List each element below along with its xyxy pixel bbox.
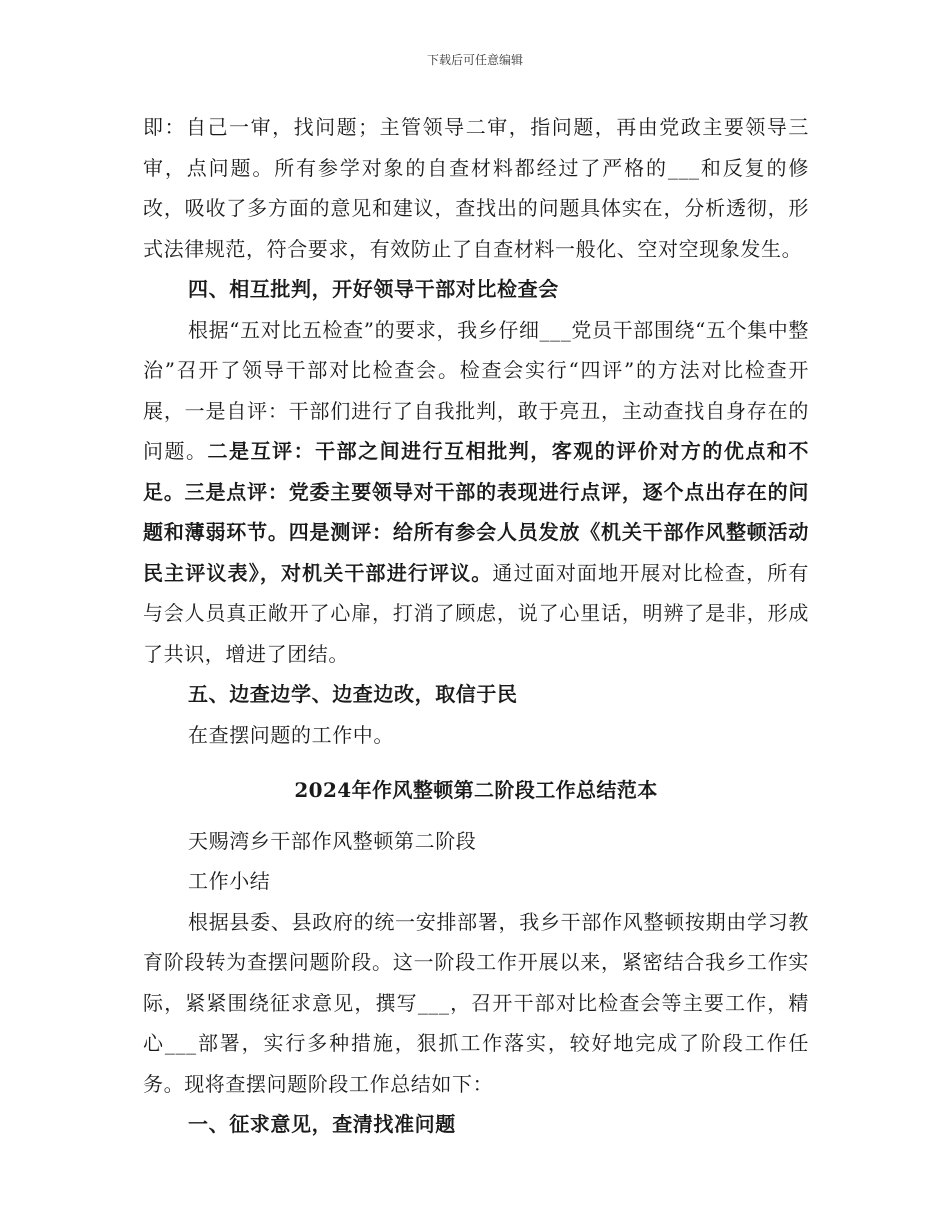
document-body: [143, 107, 809, 1145]
paragraph-comparison-meeting-start: 根据“五对比五检查”的要求，我乡仔细___党员干部围绕“五个集中整治”召开了领导干部对比检查会。检查会实行“四评”的方法对比检查开展，一是自评：干部们进行了自我批判，敢于亮丑，主动查找自身存在的问题。: [143, 317, 809, 463]
section-heading-1: 一、征求意见，查清找准问题: [188, 1112, 456, 1136]
section-heading-5: 五、边查边学、边查边改，取信于民: [188, 682, 518, 706]
header-note: 下载后可任意编辑: [426, 53, 523, 67]
paragraph-comparison-meeting-bold: 二是互评：干部之间进行互相批判，客观的评价对方的优点和不足。三是点评：党委主要领导对干部的表现进行点评，逐个点出存在的问题和薄弱环节。四是测评：给所有参会人员发放《机关干部作风整顿活动民主评议表》，对机关干部进行评议。: [143, 439, 809, 585]
paragraph-problem-review: 在查摆问题的工作中。: [188, 722, 394, 747]
paragraph-comparison-meeting: [143, 310, 809, 675]
subtitle-line-2: 工作小结: [188, 869, 271, 893]
paragraph-self-review: 即：自己一审，找问题；主管领导二审，指问题，再由党政主要领导三审，点问题。所有参学对象的自查材料都经过了严格的___和反复的修改，吸收了多方面的意见和建议，查找出的问题具体实在，分析透彻，形式法律规范，符合要求，有效防止了自查材料一般化、空对空现象发生。: [143, 115, 809, 261]
subtitle-line-1: 天赐湾乡干部作风整顿第二阶段: [188, 828, 477, 853]
paragraph-comparison-meeting-end: 通过面对面地开展对比检查，所有与会人员真正敞开了心扉，打消了顾虑，说了心里话，明辨了是非，形成了共识，增进了团结。: [143, 560, 810, 666]
paragraph-summary-intro: 根据县委、县政府的统一安排部署，我乡干部作风整顿按期由学习教育阶段转为查摆问题阶段。这一阶段工作开展以来，紧密结合我乡工作实际，紧紧围绕征求意见，撰写___，召开干部对比检查会等主要工作，精心___部署，实行多种措施，狠抓工作落实，较好地完成了阶段工作任务。现将查摆问题阶段工作总结如下：: [143, 909, 809, 1096]
section-heading-4: 四、相互批判，开好领导干部对比检查会: [188, 277, 559, 301]
document-title: 2024年作风整顿第二阶段工作总结范本: [294, 778, 658, 802]
